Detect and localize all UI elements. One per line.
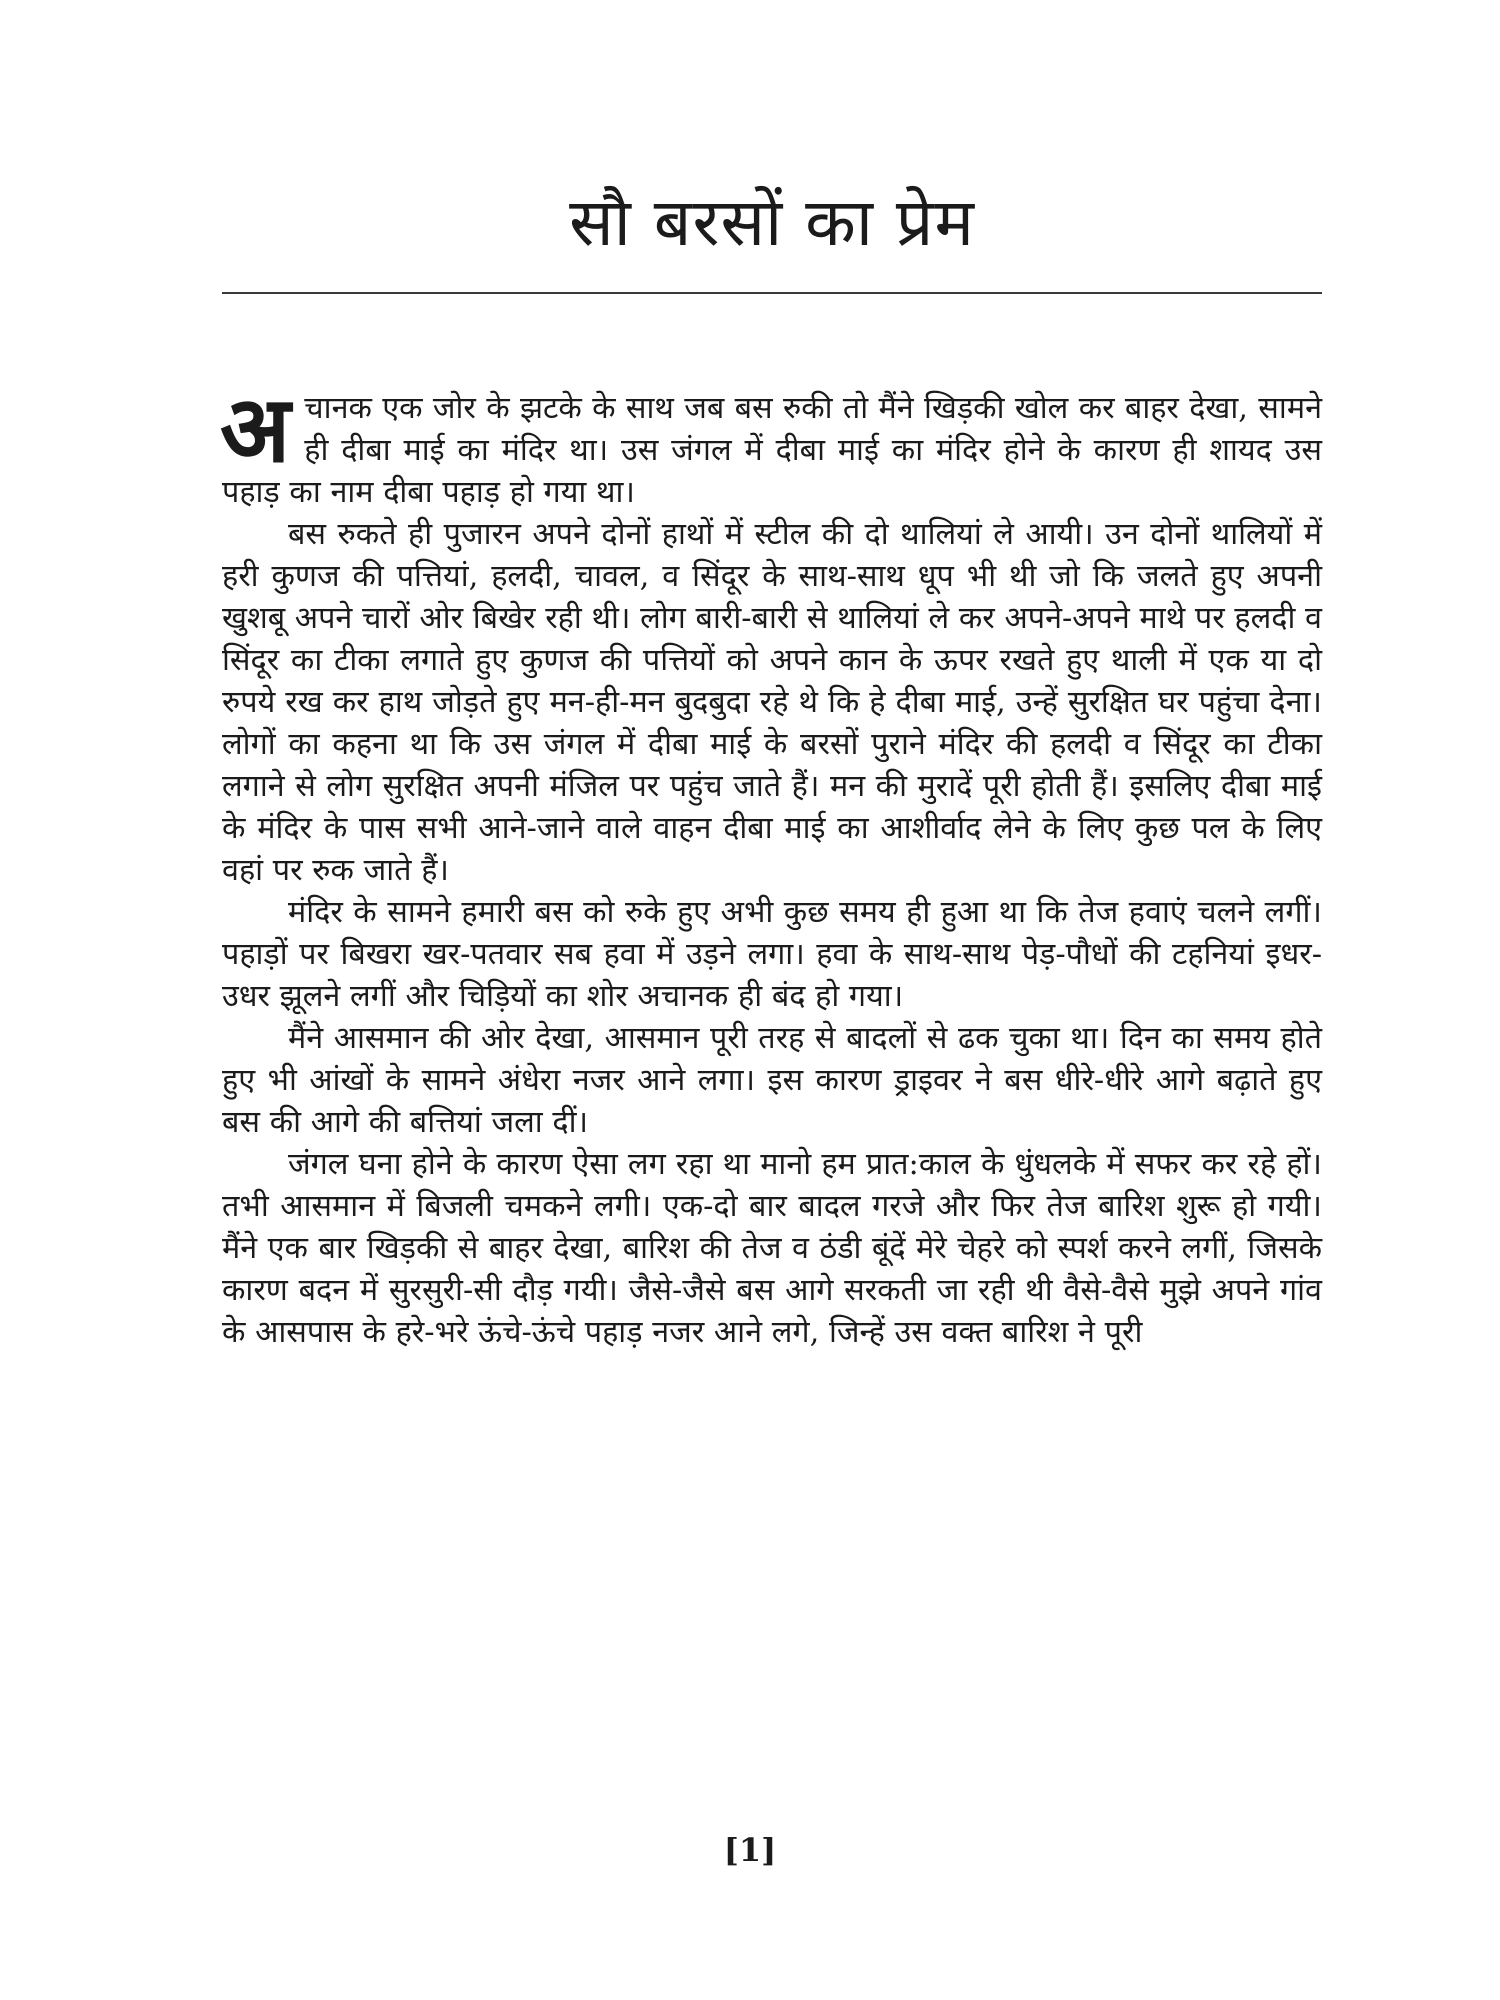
paragraph-3: मंदिर के सामने हमारी बस को रुके हुए अभी कुछ समय ही हुआ था कि तेज हवाएं चलने लगीं। पहाड़ों पर बिखरा खर-पतवार सब हवा में उड़ने लगा। हवा के साथ-साथ पेड़-पौधों की टहनियां इधर-उधर झूलने लगीं और चिड़ियों का शोर अचानक ही बंद हो गया। xyxy=(222,895,1322,1014)
paragraph-1-text: चानक एक जोर के झटके के साथ जब बस रुकी तो मैंने खिड़की खोल कर बाहर देखा, सामने ही दीबा माई का मंदिर था। उस जंगल में दीबा माई का मंदिर होने के कारण ही शायद उस पहाड़ का नाम दीबा पहाड़ हो गया था। xyxy=(222,391,1322,510)
paragraph-1 xyxy=(220,376,1322,514)
drop-cap: अ xyxy=(220,376,291,483)
chapter-title: सौ बरसों का प्रेम xyxy=(569,184,975,261)
paragraph-2: बस रुकते ही पुजारन अपने दोनों हाथों में स्टील की दो थालियां ले आयी। उन दोनों थालियों में हरी कुणज की पत्तियां, हलदी, चावल, व सिंदूर के साथ-साथ धूप भी थी जो कि जलते हुए अपनी खुशबू अपने चारों ओर बिखेर रही थी। लोग बारी-बारी से थालियां ले कर अपने-अपने माथे पर हलदी व सिंदूर का टीका लगाते हुए कुणज की पत्तियों को अपने कान के ऊपर रखते हुए थाली में एक या दो रुपये रख कर हाथ जोड़ते हुए मन-ही-मन बुदबुदा रहे थे कि हे दीबा माई, उन्हें सुरक्षित घर पहुंचा देना। लोगों का कहना था कि उस जंगल में दीबा माई के बरसों पुराने मंदिर की हलदी व सिंदूर का टीका लगाने से लोग सुरक्षित अपनी मंजिल पर पहुंच जाते हैं। मन की मुरादें पूरी होती हैं। इसलिए दीबा माई के मंदिर के पास सभी आने-जाने वाले वाहन दीबा माई का आशीर्वाद लेने के लिए कुछ पल के लिए वहां पर रुक जाते हैं। xyxy=(222,517,1322,888)
paragraph-4: मैंने आसमान की ओर देखा, आसमान पूरी तरह से बादलों से ढक चुका था। दिन का समय होते हुए भी आंखों के सामने अंधेरा नजर आने लगा। इस कारण ड्राइवर ने बस धीरे-धीरे आगे बढ़ाते हुए बस की आगे की बत्तियां जला दीं। xyxy=(222,1021,1322,1140)
page-number: [1] xyxy=(723,1831,777,1869)
paragraph-5: जंगल घना होने के कारण ऐसा लग रहा था मानो हम प्रात:काल के धुंधलके में सफर कर रहे हों। तभी आसमान में बिजली चमकने लगी। एक-दो बार बादल गरजे और फिर तेज बारिश शुरू हो गयी। मैंने एक बार खिड़की से बाहर देखा, बारिश की तेज व ठंडी बूंदें मेरे चेहरे को स्पर्श करने लगीं, जिसके कारण बदन में सुरसुरी-सी दौड़ गयी। जैसे-जैसे बस आगे सरकती जा रही थी वैसे-वैसे मुझे अपने गांव के आसपास के हरे-भरे ऊंचे-ऊंचे पहाड़ नजर आने लगे, जिन्हें उस वक्त बारिश ने पूरी xyxy=(222,1147,1322,1350)
chapter-body xyxy=(220,376,1322,1354)
title-underline xyxy=(222,292,1322,294)
